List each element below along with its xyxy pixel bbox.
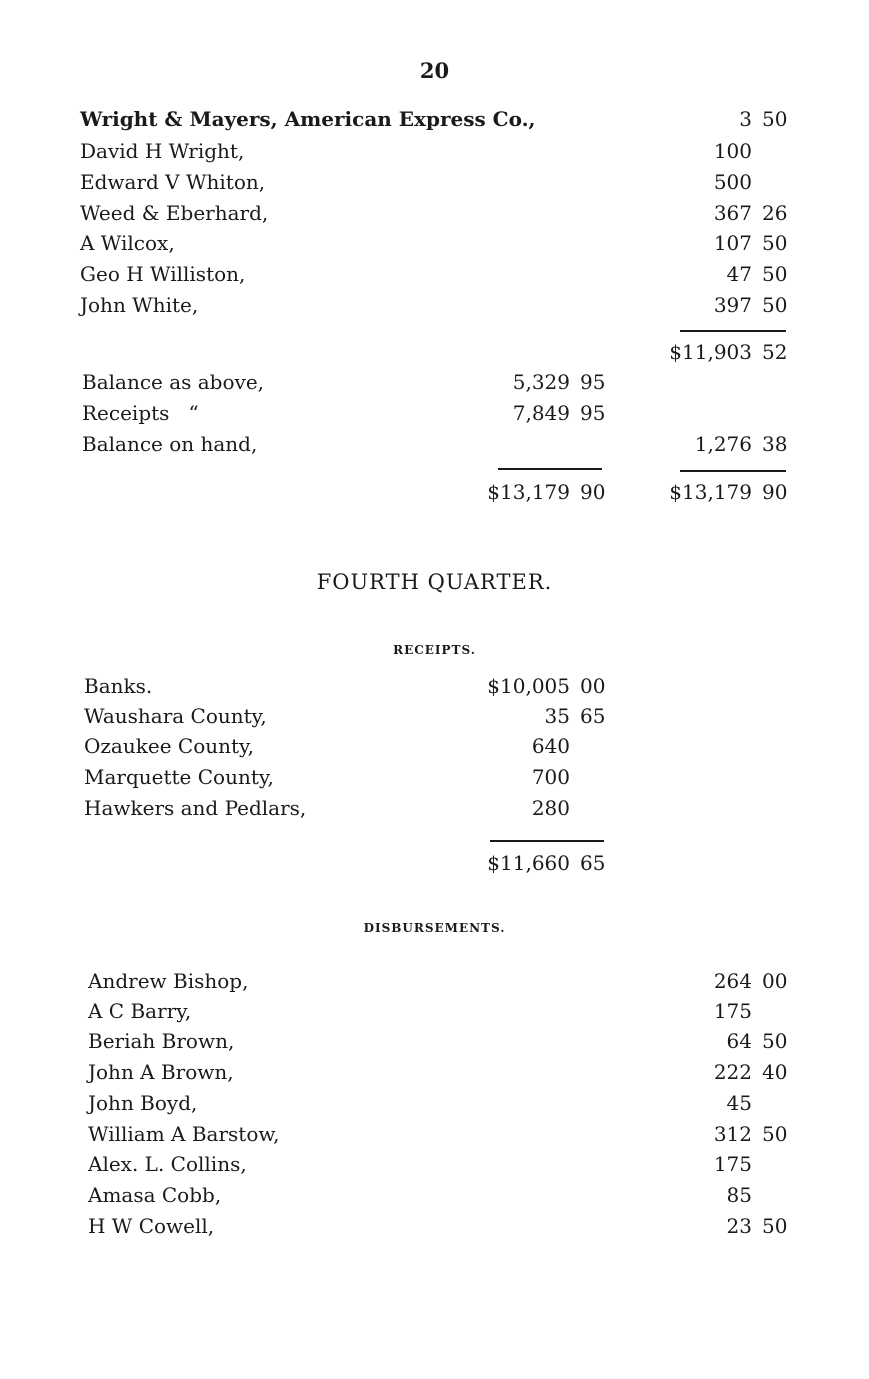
amount-cents: 50 — [762, 262, 788, 286]
ledger-row — [0, 793, 869, 823]
amount-dollars: 175 — [713, 1152, 752, 1176]
total-rule — [498, 468, 602, 470]
ledger-row — [0, 1119, 869, 1149]
ledger-row — [0, 671, 869, 701]
amount-dollars: 23 — [726, 1214, 752, 1238]
amount-cents: 40 — [762, 1060, 788, 1084]
ledger-row — [0, 104, 869, 134]
disbursement-total-row — [0, 337, 869, 367]
payee-name: H W Cowell, — [88, 1214, 215, 1238]
amount-dollars: 280 — [531, 796, 570, 820]
ledger-row — [0, 701, 869, 731]
amount-cents: 65 — [580, 704, 606, 728]
amount-dollars: 640 — [531, 734, 570, 758]
ledger-row — [0, 1211, 869, 1241]
ledger-row — [0, 1149, 869, 1179]
ledger-row — [0, 1026, 869, 1056]
total-dollars: $11,660 — [487, 851, 570, 875]
amount-dollars: 45 — [726, 1091, 752, 1115]
disbursements-heading: DISBURSEMENTS. — [363, 921, 506, 935]
right-dollars: 1,276 — [694, 432, 752, 456]
mid-total-dollars: $13,179 — [487, 480, 570, 504]
amount-cents: 50 — [762, 1122, 788, 1146]
amount-dollars: 367 — [713, 201, 752, 225]
receipts-total-row — [0, 848, 869, 878]
amount-dollars: 85 — [726, 1183, 752, 1207]
ledger-row — [0, 1057, 869, 1087]
amount-dollars: 500 — [713, 170, 752, 194]
receipts-heading: RECEIPTS. — [393, 643, 476, 657]
amount-dollars: 3 — [739, 107, 752, 131]
mid-cents: 95 — [580, 401, 606, 425]
amount-cents: 00 — [580, 674, 606, 698]
amount-dollars: 700 — [531, 765, 570, 789]
amount-dollars: 64 — [726, 1029, 752, 1053]
amount-cents: 50 — [762, 1029, 788, 1053]
ledger-row — [0, 228, 869, 258]
payee-name: David H Wright, — [80, 139, 245, 163]
total-rule — [680, 330, 786, 332]
amount-dollars: $10,005 — [487, 674, 570, 698]
mid-cents: 95 — [580, 370, 606, 394]
ledger-row — [0, 996, 869, 1026]
balance-total-row — [0, 477, 869, 507]
amount-dollars: 397 — [713, 293, 752, 317]
total-rule — [680, 470, 786, 472]
mid-total-cents: 90 — [580, 480, 606, 504]
ledger-row — [0, 198, 869, 228]
amount-cents: 50 — [762, 1214, 788, 1238]
payee-name: Andrew Bishop, — [88, 969, 249, 993]
payee-name: John White, — [80, 293, 199, 317]
ledger-row — [0, 762, 869, 792]
payee-name: A Wilcox, — [80, 231, 175, 255]
section-title: FOURTH QUARTER. — [316, 570, 553, 594]
total-rule — [490, 840, 604, 842]
page-number: 20 — [419, 58, 450, 83]
amount-dollars: 312 — [713, 1122, 752, 1146]
balance-label: Balance on hand, — [82, 432, 258, 456]
amount-dollars: 175 — [713, 999, 752, 1023]
ledger-row — [0, 966, 869, 996]
ledger-row — [0, 167, 869, 197]
right-total-cents: 90 — [762, 480, 788, 504]
mid-dollars: 7,849 — [512, 401, 570, 425]
payee-name: Geo H Williston, — [80, 262, 246, 286]
receipt-source: Waushara County, — [84, 704, 267, 728]
payee-name: Beriah Brown, — [88, 1029, 235, 1053]
balance-row — [0, 429, 869, 459]
amount-dollars: 35 — [544, 704, 570, 728]
payee-name: Amasa Cobb, — [88, 1183, 222, 1207]
amount-cents: 50 — [762, 293, 788, 317]
ledger-row — [0, 1088, 869, 1118]
receipt-source: Ozaukee County, — [84, 734, 255, 758]
balance-label: Balance as above, — [82, 370, 265, 394]
ledger-row — [0, 1180, 869, 1210]
balance-row — [0, 398, 869, 428]
amount-cents: 50 — [762, 231, 788, 255]
receipt-source: Hawkers and Pedlars, — [84, 796, 307, 820]
payee-name: Alex. L. Collins, — [88, 1152, 247, 1176]
ledger-row — [0, 136, 869, 166]
ledger-row — [0, 259, 869, 289]
amount-dollars: 107 — [713, 231, 752, 255]
ledger-row — [0, 290, 869, 320]
payee-name: A C Barry, — [88, 999, 192, 1023]
payee-name: Weed & Eberhard, — [80, 201, 269, 225]
payee-name: Edward V Whiton, — [80, 170, 266, 194]
amount-cents: 00 — [762, 969, 788, 993]
amount-dollars: 47 — [726, 262, 752, 286]
payee-name: John A Brown, — [88, 1060, 234, 1084]
balance-row — [0, 367, 869, 397]
amount-dollars: 222 — [713, 1060, 752, 1084]
right-cents: 38 — [762, 432, 788, 456]
amount-cents: 50 — [762, 107, 788, 131]
receipt-source: Banks. — [84, 674, 153, 698]
total-cents: 65 — [580, 851, 606, 875]
balance-label: Receipts “ — [82, 401, 199, 425]
total-cents: 52 — [762, 340, 788, 364]
payee-name: Wright & Mayers, American Express Co., — [80, 107, 536, 131]
receipt-source: Marquette County, — [84, 765, 274, 789]
amount-dollars: 100 — [713, 139, 752, 163]
right-total-dollars: $13,179 — [669, 480, 752, 504]
total-dollars: $11,903 — [669, 340, 752, 364]
payee-name: William A Barstow, — [88, 1122, 280, 1146]
payee-name: John Boyd, — [88, 1091, 198, 1115]
ledger-row — [0, 731, 869, 761]
mid-dollars: 5,329 — [512, 370, 570, 394]
amount-dollars: 264 — [713, 969, 752, 993]
amount-cents: 26 — [762, 201, 788, 225]
